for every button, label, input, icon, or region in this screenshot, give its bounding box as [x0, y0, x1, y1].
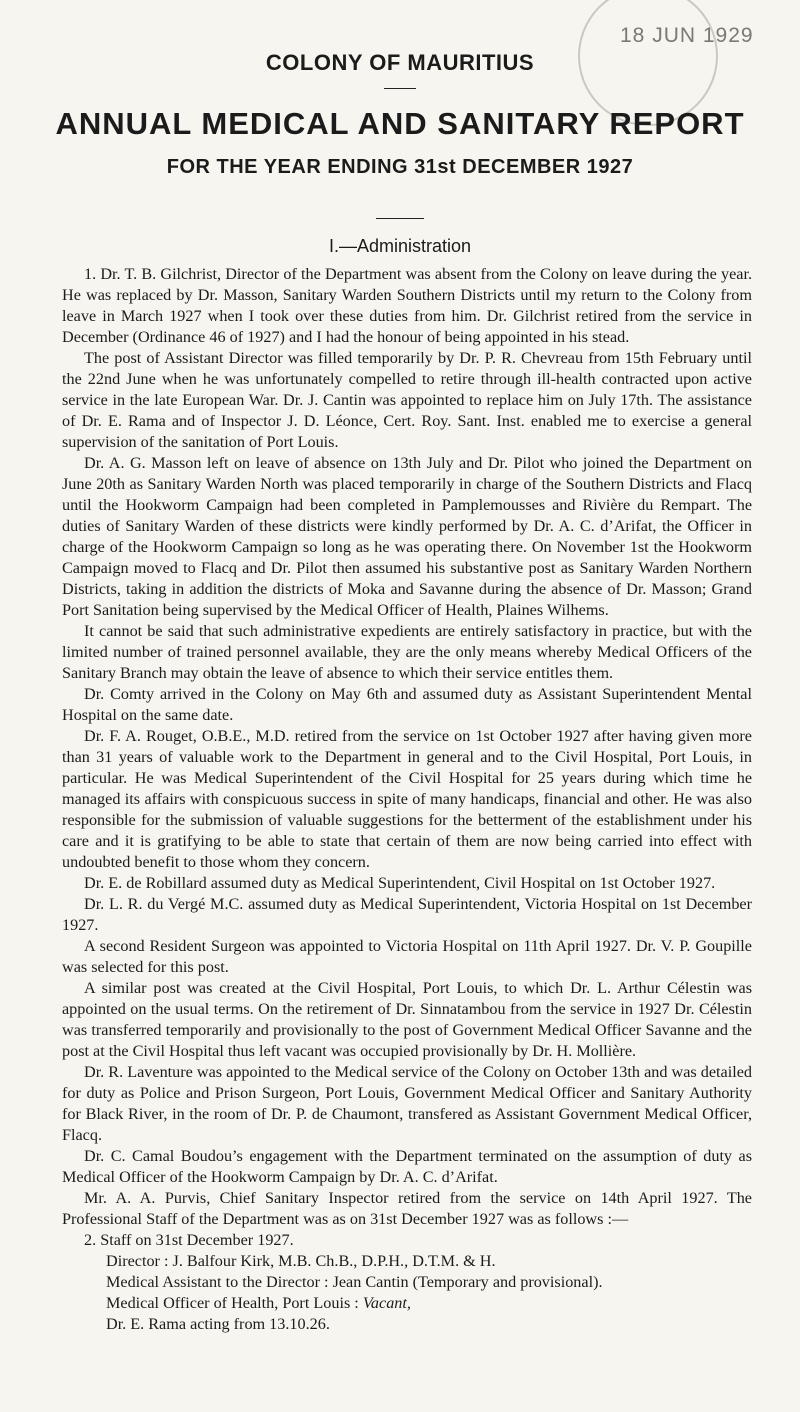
section-heading: I.—Administration — [328, 236, 472, 256]
staff-assistant: Medical Assistant to the Director : Jean Cantin (Temporary and provisional). — [106, 1273, 603, 1291]
colony-heading: COLONY OF MAURITIUS — [265, 50, 535, 75]
paragraph: The post of Assistant Director was filled temporarily by Dr. P. R. Chevreau from 15th February until the 22nd June when he was unfortunately compelled to retire through ill-health contracted upon active service in the late European War. Dr. J. Cantin was appointed to replace him on July 17th. The assistance of Dr. E. Rama and of Inspector J. D. Léonce, Cert. Roy. Sant. Inst. enabled me to exercise a general supervision of the sanitation of Port Louis. — [62, 349, 752, 451]
divider — [376, 218, 424, 219]
staff-director: Director : J. Balfour Kirk, M.B. Ch.B., D.P.H., D.T.M. & H. — [106, 1252, 496, 1270]
paragraph: It cannot be said that such administrative expedients are entirely satisfactory in practice, but with the limited number of trained personnel available, they are the only means whereby Medical Officers of the Sanitary Branch may obtain the leave of absence to which their service entitles them. — [62, 622, 752, 682]
report-subtitle: FOR THE YEAR ENDING 31st DECEMBER 1927 — [166, 156, 634, 178]
paragraph: A similar post was created at the Civil Hospital, Port Louis, to which Dr. L. Arthur Célestin was appointed on the usual terms. On the retirement of Dr. Sinnatambou from the service in 1927 Dr. Célestin was transferred temporarily and provisionally to the post of Government Medical Officer Savanne and the post at the Civil Hospital thus left vacant was occupied provisionally by Dr. H. Mollière. — [62, 979, 752, 1060]
staff-moh-label: Medical Officer of Health, Port Louis : — [106, 1294, 363, 1312]
paragraph: Dr. F. A. Rouget, O.B.E., M.D. retired from the service on 1st October 1927 after having given more than 31 years of valuable work to the Department in general and to the Civil Hospital, Port Louis, in particular. He was Medical Superintendent of the Civil Hospital for 25 years during which time he managed its affairs with conspicuous success in spite of many handicaps, financial and other. He was also responsible for the submission of valuable suggestions for the betterment of the establishment under his care and it is gratifying to be able to state that certain of them are now being carried into effect with undoubted benefit to those whom they concern. — [62, 727, 752, 871]
stamp-date: 18 JUN 1929 — [620, 24, 754, 47]
paragraph: 1. Dr. T. B. Gilchrist, Director of the Department was absent from the Colony on leave during the year. He was replaced by Dr. Masson, Sanitary Warden Southern Districts until my return to the Colony from leave in March 1927 when I took over these duties from him. Dr. Gilchrist retired from the service in December (Ordinance 46 of 1927) and I had the honour of being appointed in his stead. — [62, 265, 752, 346]
report-body — [62, 264, 752, 1335]
divider — [384, 88, 416, 89]
paragraph: A second Resident Surgeon was appointed to Victoria Hospital on 11th April 1927. Dr. V. P. Goupille was selected for this post. — [62, 937, 752, 976]
paragraph: 2. Staff on 31st December 1927. — [84, 1231, 294, 1249]
paragraph: Dr. L. R. du Vergé M.C. assumed duty as Medical Superintendent, Victoria Hospital on 1st December 1927. — [62, 895, 752, 934]
paragraph: Dr. Comty arrived in the Colony on May 6th and assumed duty as Assistant Superintendent Mental Hospital on the same date. — [62, 685, 752, 724]
staff-moh — [62, 1293, 752, 1314]
paragraph: Dr. A. G. Masson left on leave of absence on 13th July and Dr. Pilot who joined the Department on June 20th as Sanitary Warden North was placed temporarily in charge of the Southern Districts and Flacq until the Hookworm Campaign had been completed in Pamplemousses and Rivière du Rempart. The duties of Sanitary Warden of these districts were kindly performed by Dr. A. C. d’Arifat, the Officer in charge of the Hookworm Campaign so long as he was operating there. On November 1st the Hookworm Campaign moved to Flacq and Dr. Pilot then assumed his substantive post as Sanitary Warden Northern Districts, taking in addition the districts of Moka and Savanne during the absence of Dr. Masson; Grand Port Sanitation being supervised by the Medical Officer of Health, Plaines Wilhems. — [62, 454, 752, 619]
paragraph: Dr. R. Laventure was appointed to the Medical service of the Colony on October 13th and was detailed for duty as Police and Prison Surgeon, Port Louis, Government Medical Officer and Sanitary Authority for Black River, in the room of Dr. P. de Chaumont, transfered as Assistant Government Medical Officer, Flacq. — [62, 1063, 752, 1144]
paragraph: Dr. C. Camal Boudou’s engagement with the Department terminated on the assumption of duty as Medical Officer of the Hookworm Campaign by Dr. A. C. d’Arifat. — [62, 1147, 752, 1186]
staff-acting: Dr. E. Rama acting from 13.10.26. — [106, 1315, 330, 1333]
paragraph: Dr. E. de Robillard assumed duty as Medical Superintendent, Civil Hospital on 1st October 1927. — [84, 874, 716, 892]
report-title: ANNUAL MEDICAL AND SANITARY REPORT — [55, 106, 745, 141]
paragraph: Mr. A. A. Purvis, Chief Sanitary Inspector retired from the service on 14th April 1927. The Professional Staff of the Department was as on 31st December 1927 was as follows :— — [62, 1189, 752, 1228]
staff-moh-value: Vacant, — [362, 1294, 411, 1312]
